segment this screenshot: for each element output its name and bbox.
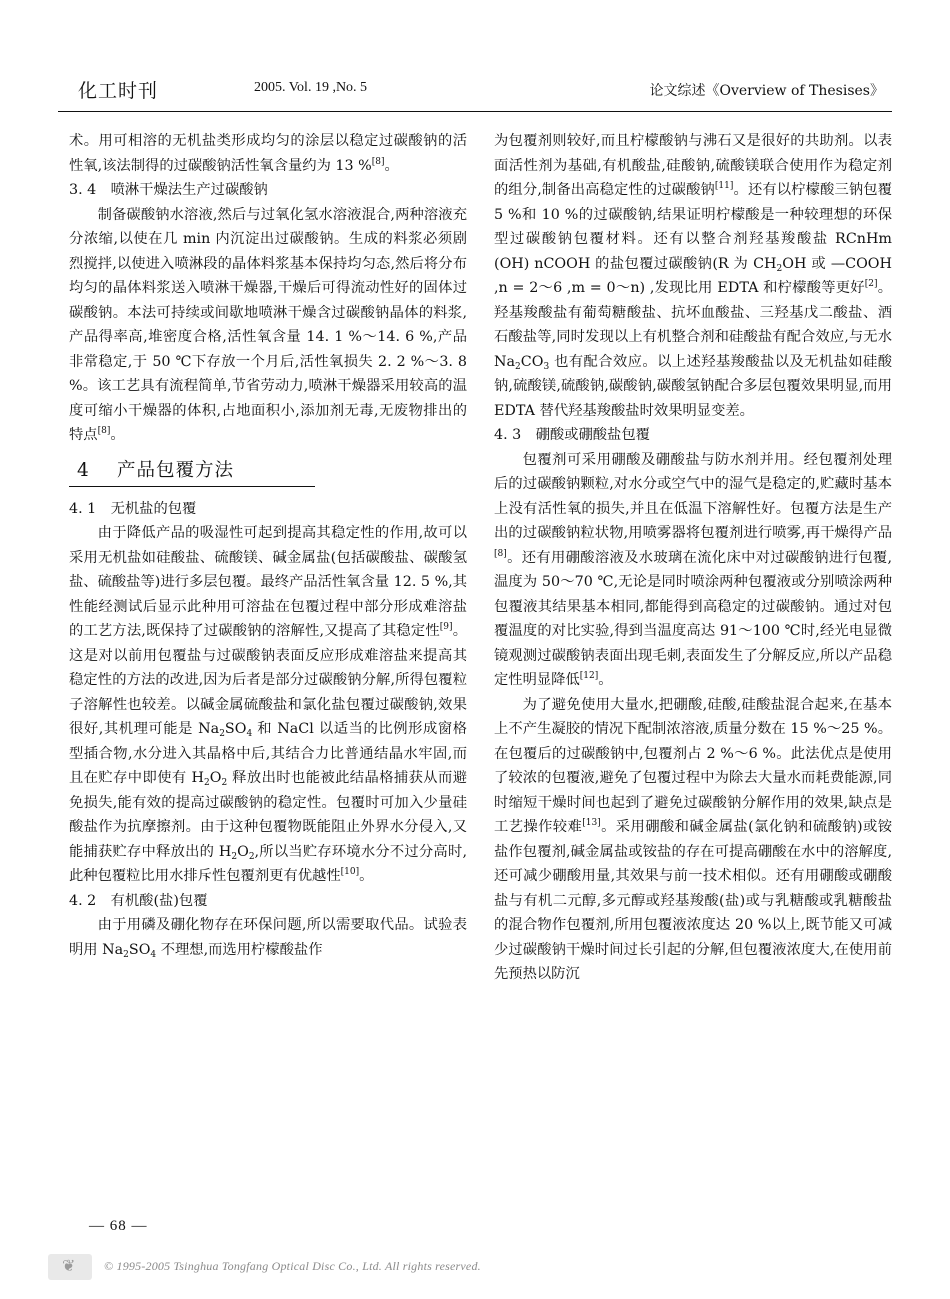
citation[interactable]: [8] (371, 156, 385, 167)
paragraph: 由于用磷及硼化物存在环保问题,所以需要取代品。试验表明用 $Na_2SO_4$ 不理想,而选用柠檬酸盐作 (69, 917, 467, 960)
subsection-heading-4-2: 4. 2 有机酸(盐)包覆 (69, 892, 208, 909)
page-number: — 68 — (89, 1218, 148, 1234)
paragraph: 包覆剂可采用硼酸及硼酸盐与防水剂并用。经包覆剂处理后的过碳酸钠颗粒,对水分或空气中的湿气是稳定的,贮藏时基本上没有活性氧的损失,并且在低温下溶解性好。包覆方法是生产出的过碳酸钠粒状物,用喷雾器将包覆剂进行喷雾,再干燥得产品[8]。还有用硼酸溶液及水玻璃在流化床中对过碳酸钠进行包覆,温度为 50～70 ℃,无论是同时喷涂两种包覆液或分别喷涂两种包覆液其结果基本相同,都能得到高稳定的过碳酸钠。通过对包覆温度的对比实验,得到当温度高达 91～100 ℃时,经光电显微镜观测过碳酸钠表面出现毛刺,表面发生了分解反应,所以产品稳定性明显降低[12]。 (494, 451, 892, 688)
issue-info: 2005. Vol. 19 ,No. 5 (254, 80, 368, 95)
paragraph: 为了避免使用大量水,把硼酸,硅酸,硅酸盐混合起来,在基本上不产生凝胶的情况下配制浓溶液,质量分数在 15 %～25 %。在包覆后的过碳酸钠中,包覆剂占 2 %～6 %。此法优点是使用了较浓的包覆液,避免了包覆过程中为除去大量水而耗费能源,同时缩短干燥时间也起到了避免过碳酸钠分解作用的效果,缺点是工艺操作较难[13]。采用硼酸和碱金属盐(氯化钠和硫酸钠)或铵盐作包覆剂,碱金属盐或铵盐的存在可提高硼酸在水中的溶解度,还可减少硼酸用量,其效果与前一技术相似。还有用硼酸或硼酸盐与有机二元醇,多元醇或羟基羧酸(盐)或与乳糖酸或乳糖酸盐的混合物作包覆剂,所用包覆液浓度达 20 %以上,既节能又可减少过碳酸钠干燥时间过长引起的分解,但包覆液浓度大,在使用前先预热以防沉 (494, 696, 893, 982)
left-column (69, 129, 467, 962)
subsection-heading-4-1: 4. 1 无机盐的包覆 (69, 500, 197, 517)
citation[interactable]: [9] (439, 622, 453, 632)
citation[interactable]: [8] (97, 426, 111, 436)
citation[interactable]: [13] (582, 818, 601, 828)
citation[interactable]: [10] (340, 867, 360, 877)
section-label: 论文综述《Overview of Thesises》 (649, 83, 884, 99)
paragraph: 为包覆剂则较好,而且柠檬酸钠与沸石又是很好的共助剂。以表面活性剂为基础,有机酸盐,硅酸钠,硫酸镁联合使用作为稳定剂的组分,制备出高稳定性的过碳酸钠[11]。还有以柠檬酸三钠包覆 5 %和 10 %的过碳酸钠,结果证明柠檬酸是一种较理想的环保型过碳酸钠包覆材料。还有以整合剂羟基羧酸盐 RCnHm (OH) nCOOH 的盐包覆过碳酸钠(R 为 $CH_2OH$ 或 —COOH ,n = 2～6 ,m = 0～n) ,发现比用 EDTA 和柠檬酸等更好[2]。羟基羧酸盐有葡萄糖酸盐、抗坏血酸盐、三羟基戊二酸盐、酒石酸盐等,同时发现以上有机整合剂和硅酸盐有配合效应,与无水 $Na_2CO_3$ 也有配合效应。以上述羟基羧酸盐以及无机盐如硅酸钠,硫酸镁,硫酸钠,碳酸钠,碳酸氢钠配合多层包覆效果明显,而用 EDTA 替代羟基羧酸盐时效果明显变差。 (494, 133, 893, 419)
citation[interactable]: [12] (579, 671, 599, 681)
citation[interactable]: [2] (864, 279, 878, 289)
copyright-notice: © 1995-2005 Tsinghua Tongfang Optical Disc Co., Ltd. All rights reserved. (104, 1259, 481, 1273)
section-number: 4 (77, 459, 90, 481)
subsection-heading-4-3: 4. 3 硼酸或硼酸盐包覆 (494, 427, 650, 443)
journal-title: 化工时刊 (78, 80, 159, 102)
right-column (494, 129, 892, 987)
header-rule (58, 111, 892, 112)
running-header (58, 74, 892, 106)
publisher-logo-icon: ❦ (48, 1254, 92, 1280)
paragraph: 由于降低产品的吸湿性可起到提高其稳定性的作用,故可以采用无机盐如硅酸盐、硫酸镁、碱金属盐(包括碳酸盐、碳酸氢盐、硫酸盐等)进行多层包覆。最终产品活性氧含量 12. 5 %,其性能经测试后显示此种用可溶盐在包覆过程中部分形成难溶盐的工艺方法,既保持了过碳酸钠的溶解性,又提高了其稳定性[9]。这是对以前用包覆盐与过碳酸钠表面反应形成难溶盐来提高其稳定性的方法的改进,因为后者是部分过碳酸钠分解,所得包覆粒子溶解性也较差。以碱金属硫酸盐和氯化盐包覆过碳酸钠,效果很好,其机理可能是 $Na_2SO_4$ 和 NaCl 以适当的比例形成窗格型插合物,水分进入其晶格中后,其结合力比普通结晶水牢固,而且在贮存中即使有 $H_2O_2$ 释放出时也能被此结晶格捕获从而避免损失,能有效的提高过碳酸钠的稳定性。包覆时可加入少量硅酸盐作为抗摩擦剂。由于这种包覆物既能阻止外界水分侵入,又能捕获贮存中释放出的 $H_2O_2$,所以当贮存环境水分不过分高时,此种包覆粒比用水排斥性包覆剂更有优越性[10]。 (69, 525, 468, 884)
section-title: 产品包覆方法 (117, 459, 235, 481)
citation[interactable]: [11] (714, 181, 734, 191)
section-heading-4 (69, 456, 315, 487)
subsection-heading-3-4: 3. 4 喷淋干燥法生产过碳酸钠 (69, 182, 268, 198)
paragraph: 制备碳酸钠水溶液,然后与过氧化氢水溶液混合,两种溶液充分浓缩,以使在几 min 内沉淀出过碳酸钠。生成的料浆必须剧烈搅拌,以使进入喷淋段的晶体料浆基本保持均匀态,然后将分布均匀的晶体料浆送入喷淋干燥器,干燥后可得流动性好的固体过碳酸钠。本法可持续或间歇地喷淋干燥含过碳酸钠晶体的料浆,产品得率高,堆密度合格,活性氧含量 14. 1 %～14. 6 %,产品非常稳定,于 50 ℃下存放一个月后,活性氧损失 2. 2 %～3. 8 %。该工艺具有流程简单,节省劳动力,喷淋干燥器采用较高的温度可缩小干燥器的体积,占地面积小,添加剂无毒,无废物排出的特点[8]。 (69, 206, 467, 443)
paragraph: 术。用可相溶的无机盐类形成均匀的涂层以稳定过碳酸钠的活性氧,该法制得的过碳酸钠活性氧含量约为 13 %[8]。 (69, 133, 467, 174)
citation[interactable]: [8] (494, 548, 507, 559)
